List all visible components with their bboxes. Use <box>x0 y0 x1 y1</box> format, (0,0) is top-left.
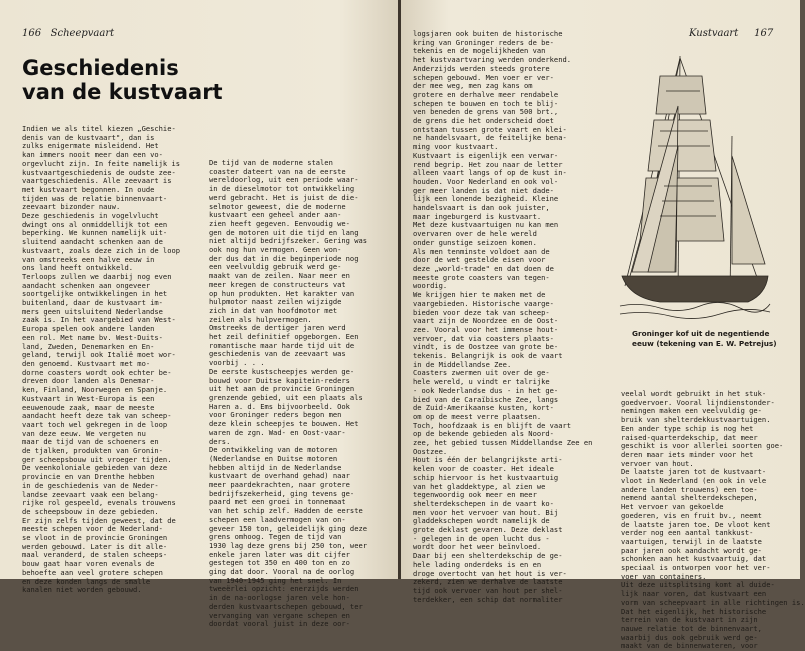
left-column-1: Indien we als titel kiezen „Geschie- denis van de kustvaart", dan is zulks enigermate misleidend. Het kan immers nooit meer dan een vo- orgevlucht zijn. In feite namelijk is kustvaartgeschiedenis de oudste zee- vaartgeschiedenis. Alle zeevaart is met kustvaart begonnen. In oude tijden was de relatie binnenvaart- zeevaart bizonder nauw. Deze geschiedenis in vogelvlucht dwingt ons al onmiddellijk tot een beperking. We kunnen namelijk uit- sluitend aandacht schenken aan de kustvaart, zoals deze zich in de loop van omstreeks een halve eeuw in ons land heeft ontwikkeld. Terloops zullen we daarbij nog even aandacht schenken aan ongeveer soortgelijke ontwikkelingen in het buitenland, daar de kustvaart im- mers geen uitsluitend Nederlandse zaak is. In het vaargebied van West- Europa spelen ook andere landen een rol. Met name bv. West-Duits- land, Zweden, Denemarken en En- geland, terwijl ook Italië moet wor- den genoemd. Kustvaart met mo- dorne coasters wordt ook echter be- dreven door landen als Denemar- ken, Finland, Noorwegen en Spanje. Kustvaart in West-Europa is een eeuwenoude zaak, maar de meeste aandacht heeft deze tak van scheep- vaart toch wel gekregen in de loop van deze eeuw. We vergeten nu maar de tijd van de schoeners en de tjalken, produkten van Gronin- ger scheepsbouw uit vroeger tijden. De veenkoloniale gebieden van deze provincie en van Drenthe hebben in de geschiedenis van de Neder- landse zeevaart vaak een belang- rijke rol gespeeld, evenals trouwens de scheepsbouw in deze gebieden. Er zijn zelfs tijden geweest, dat de meeste schepen voor de Nederland- se vloot in de provincie Groningen werden gebouwd. Later is dit alle- maal veranderd, de stalen scheeps- bouw gaat haar voren evenals de behoefte aan veel grotere schepen en deze konden langs de smalle kanalen niet worden gebouwd. <box>22 124 181 595</box>
left-section-title: Scheepvaart <box>50 28 115 39</box>
sailing-ship-illustration <box>620 36 770 321</box>
left-page-number: 166 <box>22 28 42 39</box>
right-column-1: logsjaren ook buiten de historische kring van Groninger reders de be- tekenis en de mogelijkheden van het kustvaartvaring werden onderkend. Anderzijds werden steeds grotere schepen gebouwd. Men voer er ver- der mee weg, men zag kans om grotere en derhalve meer rendabele schepen te bouwen en toch te blij- ven beneden de grens van 500 brt., de grens die het onderscheid doet ontstaan tussen grote vaart en klei- ne handelsvaart, de feitelijke bena- ming voor kustvaart. Kustvaart is eigenlijk een verwar- rend begrip. Het zou naar de letter alleen vaart langs of op de kust in- houden. Voor Nederland en ook vol- ger meer landen is dat niet dade- lijk een lonende bezigheid. Kleine handelsvaart is dan ook juister, maar ingeburgerd is kustvaart. Met deze kustvaartuigen nu kan men overvaren over de hele wereld onder gunstige seizoen komen. Als men tenminste voldoet aan de door de wet gestelde eisen voor deze „world-trade" en dat doen de meeste grote coasters van tegen- woordig. We krijgen hier te maken met de vaargebieden. Historische vaarge- bieden voor deze tak van scheep- vaart zijn de Noordzee en de Oost- zee. Vooral voor het immense hout- vervoer, dat via coasters plaats- vindt, is de Oostzee van grote be- tekenis. Belangrijk is ook de vaart in de Middellandse Zee. Coasters zwermen uit over de ge- hele wereld, u vindt er talrijke - ook Nederlandse dus - in het ge- bied van de Caraïbische Zee, langs de Zuid-Amerikaanse kusten, kort- om op de meest verre plaatsen. Toch, hoofdzaak is en blijft de vaart op de bekende gebieden als Noord- zee, het gebied tussen Middellandse Zee en Oostzee. Hout is één der belangrijkste arti- kelen voor de coaster. Het ideale schip hiervoor is het kustvaartuig van het gladdektype, al zien we tegenwoordig ook meer en meer shelterdekschepen in de vaart ko- men voor het vervoer van hout. Bij gladdekschepen wordt namelijk de grote deklast gevaren. Deze deklast - gelegen in de open lucht dus - wordt door het weer beïnvloed. Daar bij een shelterdekschip de ge- hele lading onderdeks is en en droge overtocht van het hout is ver- zekerd, zien we derhalve de laatste tijd ook vervoer van hout per shel- terdekker, een schip dat normaliter <box>413 29 593 604</box>
figure-caption: Groninger kof uit de negentiende eeuw (tekening van E. W. Petrejus) <box>632 329 777 348</box>
right-section-title: Kustvaart <box>689 28 739 39</box>
right-column-2: veelal wordt gebruikt in het stuk- goedvervoer. Vooral lijndienstonder- nemingen maken een veelvuldig ge- bruik van shelterdekkustvaartuigen. Een ander type schip is nog het raised-quarterdekschip, dat meer geschikt is voor allerlei soorten goe- deren maar iets minder voor het vervoer van hout. De laatste jaren tot de kustvaart- vloot in Nederland (en ook in vele andere landen trouwens) een toe- nemend aantal shelterdekschepen, Het vervoer van gekoelde goederen, vis en fruit bv., neemt de laatste jaren toe. De vloot kent verder nog een aantal tankkust- vaartuigen, terwijl in de laatste paar jaren ook aandacht wordt ge- schonken aan het kustvaartuig, dat speciaal is ontworpen voor het ver- voer van containers. Uit deze uitsplitsing komt al duide- lijk naar voren, dat kustvaart een vorm van scheepvaart in alle richtingen is. Dat het eigenlijk, het historische terrein van de kustvaart in zijn nauwe relatie tot de binnenvaart, waarbij dus ook gebruik werd ge- maakt van de binnenwateren, voor <box>621 389 805 651</box>
left-page <box>0 0 399 629</box>
left-running-head <box>22 28 114 39</box>
left-column-2: De tijd van de moderne stalen coaster dateert van na de eerste wereldoorlog, uit een periode waar- in de dieselmotor tot ontwikkeling werd gebracht. Het is juist de die- selmotor geweest, die de moderne kustvaart een geheel ander aan- zien heeft gegeven. Eenvoudig we- gen de motoren uit die tijd en lang niet altijd bedrijfszeker. Gering was ook nog hun vermogen. Geen won- der dus dat in die beginperiode nog een veelvuldig gebruik werd ge- maakt van de zeilen. Naar meer en meer kregen de constructeurs vat op hun produkten. Het karakter van hulpmotor naast zeilen wijzigde zich in dat van hoofdmotor met zeilen als hulpvermogen. Omstreeks de dertiger jaren werd het zeil definitief opgeborgen. Een romantische maar harde tijd uit de geschiedenis van de zeevaart was voorbij . . . De eerste kustscheepjes werden ge- bouwd voor Duitse kapitein-reders uit het aan de provincie Groningen grenzende gebied, uit een plaats als Haren a. d. Ems bijvoorbeeld. Ook voor Groninger reders begon men deze klein scheepjes te bouwen. Het waren de zgn. Wad- en Oost-vaar- ders. De ontwikkeling van de motoren (Nederlandse en Duitse motoren hebben altijd in de Nederlandse kustvaart de overhand gehad) naar meer paardekrachten, naar grotere bedrijfszekerheid, ging tevens ge- paard met een groei in tonnemaat van het schip zelf. Hadden de eerste schepen een laadvermogen van on- geveer 150 ton, geleidelijk ging deze grens omhoog. Tegen de tijd van 1930 lag deze grens bij 250 ton, weer enkele jaren later was dit cijfer gestegen tot 350 en 400 ton en zo ging dat door. Vooral na de oorlog van 1940-1945 ging het snel. In tweeërlei opzicht: enerzijds werden in de na-oorlogse jaren vele hon- derden kustvaartschepen gebouwd, ter vervanging van vergane schepen en doordat vooral juist in deze oor- <box>209 158 368 629</box>
right-page-number: 167 <box>754 28 774 39</box>
article-title: Geschiedenis van de kustvaart <box>22 56 223 104</box>
